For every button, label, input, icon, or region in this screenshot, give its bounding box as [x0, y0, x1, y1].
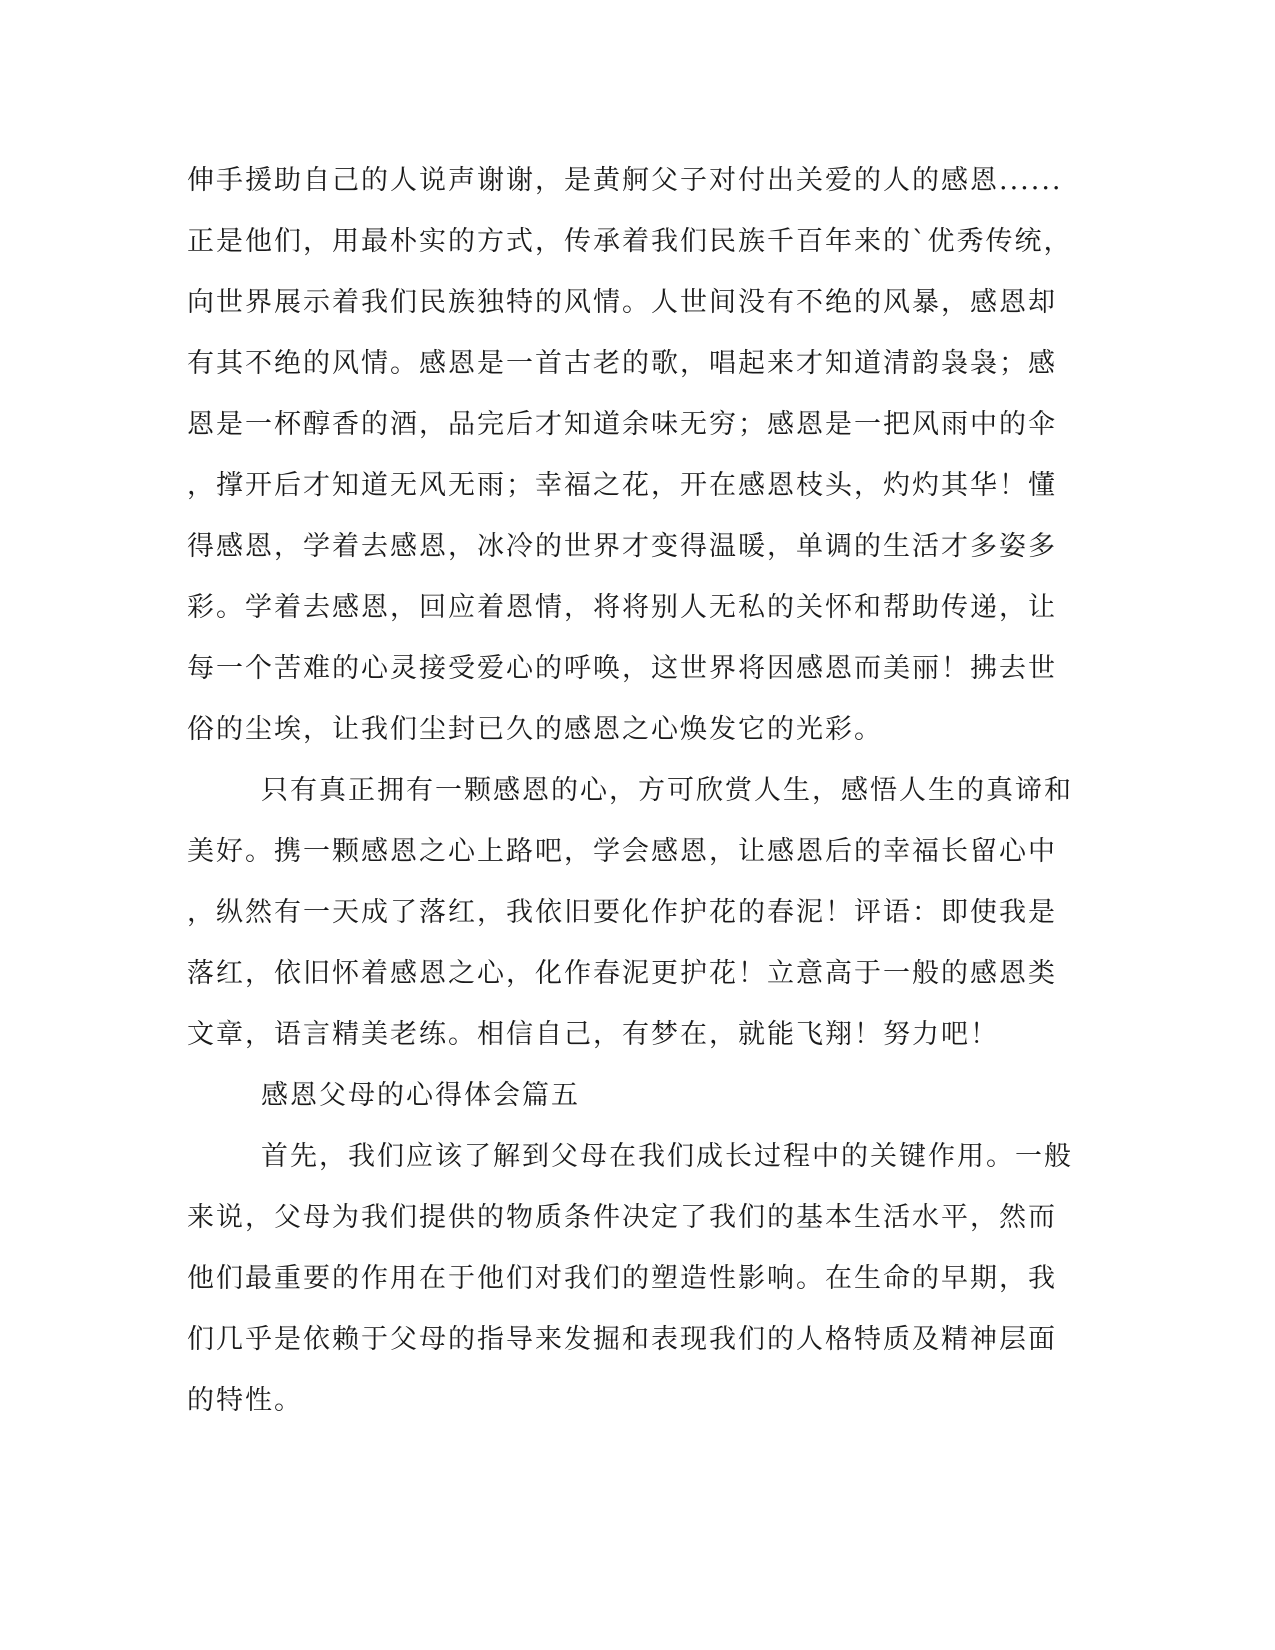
text-line: 落红，依旧怀着感恩之心，化作春泥更护花！立意高于一般的感恩类	[187, 958, 1057, 989]
text-line: 的特性。	[187, 1385, 303, 1416]
text-line: 俗的尘埃，让我们尘封已久的感恩之心焕发它的光彩。	[187, 714, 883, 745]
text-line: 他们最重要的作用在于他们对我们的塑造性影响。在生命的早期，我	[187, 1263, 1057, 1294]
section-heading: 感恩父母的心得体会篇五	[261, 1080, 580, 1111]
text-line: 得感恩，学着去感恩，冰冷的世界才变得温暖，单调的生活才多姿多	[187, 531, 1057, 562]
text-line: ，纵然有一天成了落红，我依旧要化作护花的春泥！评语：即使我是	[187, 897, 1057, 928]
text-line: ，撑开后才知道无风无雨；幸福之花，开在感恩枝头，灼灼其华！懂	[187, 470, 1057, 501]
text-line: 美好。携一颗感恩之心上路吧，学会感恩，让感恩后的幸福长留心中	[187, 836, 1057, 867]
text-line: 正是他们，用最朴实的方式，传承着我们民族千百年来的`优秀传统，	[187, 226, 1073, 257]
text-line: 伸手援助自己的人说声谢谢，是黄舸父子对付出关爱的人的感恩......	[187, 165, 1063, 196]
text-line: 每一个苦难的心灵接受爱心的呼唤，这世界将因感恩而美丽！拂去世	[187, 653, 1057, 684]
text-line: 向世界展示着我们民族独特的风情。人世间没有不绝的风暴，感恩却	[187, 287, 1057, 318]
text-line: 恩是一杯醇香的酒，品完后才知道余味无穷；感恩是一把风雨中的伞	[187, 409, 1057, 440]
text-line: 们几乎是依赖于父母的指导来发掘和表现我们的人格特质及精神层面	[187, 1324, 1057, 1355]
paragraph-first-line: 只有真正拥有一颗感恩的心，方可欣赏人生，感悟人生的真谛和	[261, 775, 1073, 806]
text-line: 文章，语言精美老练。相信自己，有梦在，就能飞翔！努力吧！	[187, 1019, 999, 1050]
document-body	[187, 150, 1073, 1431]
text-line: 来说，父母为我们提供的物质条件决定了我们的基本生活水平，然而	[187, 1202, 1057, 1233]
text-line: 有其不绝的风情。感恩是一首古老的歌，唱起来才知道清韵袅袅；感	[187, 348, 1057, 379]
text-line: 彩。学着去感恩，回应着恩情，将将别人无私的关怀和帮助传递，让	[187, 592, 1057, 623]
paragraph-first-line: 首先，我们应该了解到父母在我们成长过程中的关键作用。一般	[261, 1141, 1073, 1172]
